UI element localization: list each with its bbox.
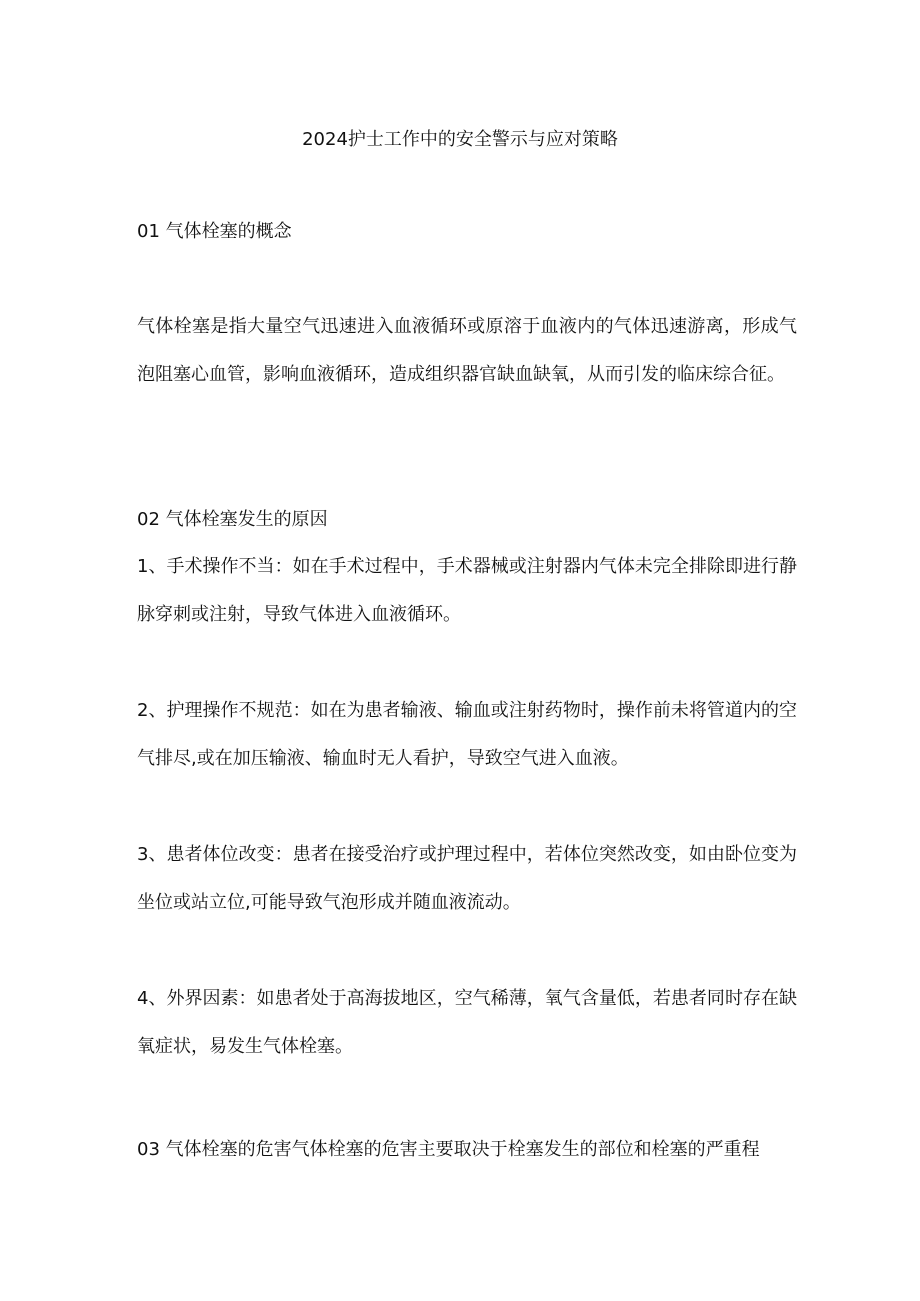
section-heading-hazards: 03 气体栓塞的危害气体栓塞的危害主要取决于栓塞发生的部位和栓塞的严重程 <box>137 1139 760 1160</box>
document-title: 2024护士工作中的安全警示与应对策略 <box>302 129 618 150</box>
paragraph-cause-1: 1、手术操作不当：如在手术过程中，手术器械或注射器内气体未完全排除即进行静脉穿刺或注射，导致气体进入血液循环。 <box>137 556 797 625</box>
section-heading-concept: 01 气体栓塞的概念 <box>137 221 292 242</box>
paragraph-cause-4: 4、外界因素：如患者处于高海拔地区，空气稀薄，氧气含量低，若患者同时存在缺氧症状，易发生气体栓塞。 <box>137 988 797 1057</box>
paragraph-concept: 气体栓塞是指大量空气迅速进入血液循环或原溶于血液内的气体迅速游离，形成气泡阻塞心血管，影响血液循环，造成组织器官缺血缺氧，从而引发的临床综合征。 <box>137 316 797 385</box>
paragraph-cause-2: 2、护理操作不规范：如在为患者输液、输血或注射药物时，操作前未将管道内的空气排尽,或在加压输液、输血时无人看护，导致空气进入血液。 <box>137 700 797 769</box>
paragraph-cause-3: 3、患者体位改变：患者在接受治疗或护理过程中，若体位突然改变，如由卧位变为坐位或站立位,可能导致气泡形成并随血液流动。 <box>137 844 797 913</box>
section-heading-causes: 02 气体栓塞发生的原因 <box>137 509 328 530</box>
